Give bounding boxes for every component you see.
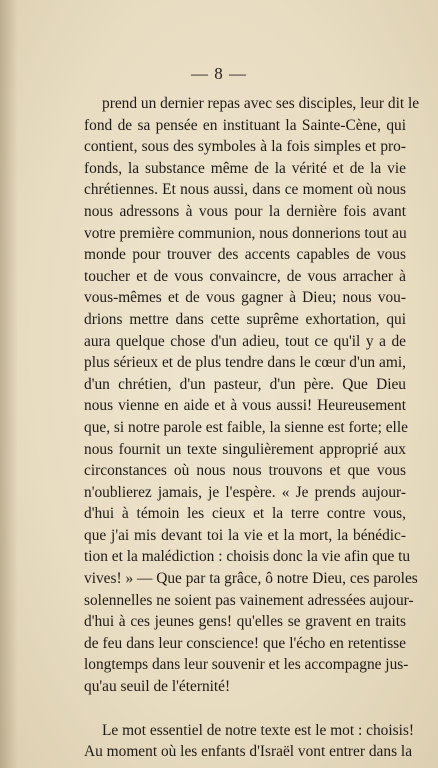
text-line: plus sérieux et de plus tendre dans le cœur d'un ami, bbox=[84, 354, 406, 372]
text-line: nous adressons à vous pour la dernière fois avant bbox=[84, 202, 406, 220]
text-line: nous vienne en aide et à vous aussi! Heureusement bbox=[84, 397, 406, 415]
text-line: chrétiennes. Et nous aussi, dans ce moment où nous bbox=[84, 181, 406, 199]
text-line: que, si notre parole est faible, la sienne est forte; elle bbox=[84, 418, 408, 436]
text-line: vives! » — Que par ta grâce, ô notre Dieu, ces paroles bbox=[84, 570, 418, 588]
text-line: aura quelque chose d'un adieu, tout ce qu'il y a de bbox=[84, 332, 406, 350]
page-number: — 8 — bbox=[191, 64, 247, 83]
text-line: solennelles ne soient pas vainement adressées aujour- bbox=[84, 591, 414, 609]
text-line: vous-mêmes et de vous gagner à Dieu; nous vou- bbox=[84, 289, 406, 307]
text-line: d'hui à témoin les cieux et la terre contre vous, bbox=[84, 505, 406, 523]
text-line: longtemps dans leur souvenir et les accompagne jus- bbox=[84, 656, 409, 674]
text-line: drions mettre dans cette suprême exhortation, qui bbox=[84, 310, 406, 328]
text-line: d'un chrétien, d'un pasteur, d'un père. Que Dieu bbox=[84, 375, 406, 393]
text-line: votre première communion, nous donnerions tout au bbox=[84, 224, 407, 242]
text-line: prend un dernier repas avec ses disciples, leur dit le bbox=[102, 95, 420, 112]
paragraph bbox=[84, 93, 420, 698]
text-line: tion et la malédiction : choisis donc la vie afin que tu bbox=[84, 548, 411, 566]
text-line: toucher et de vous convaincre, de vous arracher à bbox=[84, 267, 406, 285]
text-line: contient, sous des symboles à la fois simples et pro- bbox=[84, 138, 406, 156]
text-line: nous fournit un texte singulièrement approprié aux bbox=[84, 440, 406, 458]
body-text bbox=[84, 93, 420, 763]
text-line: que j'ai mis devant toi la vie et la mort, la bénédic- bbox=[84, 526, 406, 544]
text-line: Le mot essentiel de notre texte est le mot : choisis! bbox=[102, 721, 415, 739]
text-line: Au moment où les enfants d'Israël vont entrer dans la bbox=[84, 743, 413, 761]
text-line: n'oublierez jamais, je l'espère. « Je prends aujour- bbox=[84, 483, 406, 501]
text-line: circonstances où nous nous trouvons et que vous bbox=[84, 462, 406, 480]
paragraph bbox=[84, 720, 415, 763]
text-line: fonds, la substance même de la vérité et de la vie bbox=[84, 159, 406, 177]
text-line: fond de sa pensée en instituant la Sainte-Cène, qui bbox=[84, 116, 406, 134]
text-line: qu'au seuil de l'éternité! bbox=[84, 678, 231, 696]
paragraph-gap bbox=[84, 698, 406, 720]
text-line: de feu dans leur conscience! que l'écho en retentisse bbox=[84, 634, 406, 652]
text-line: d'hui à ces jeunes gens! qu'elles se gravent en traits bbox=[84, 613, 406, 631]
text-line: monde pour trouver des accents capables de vous bbox=[84, 246, 406, 264]
